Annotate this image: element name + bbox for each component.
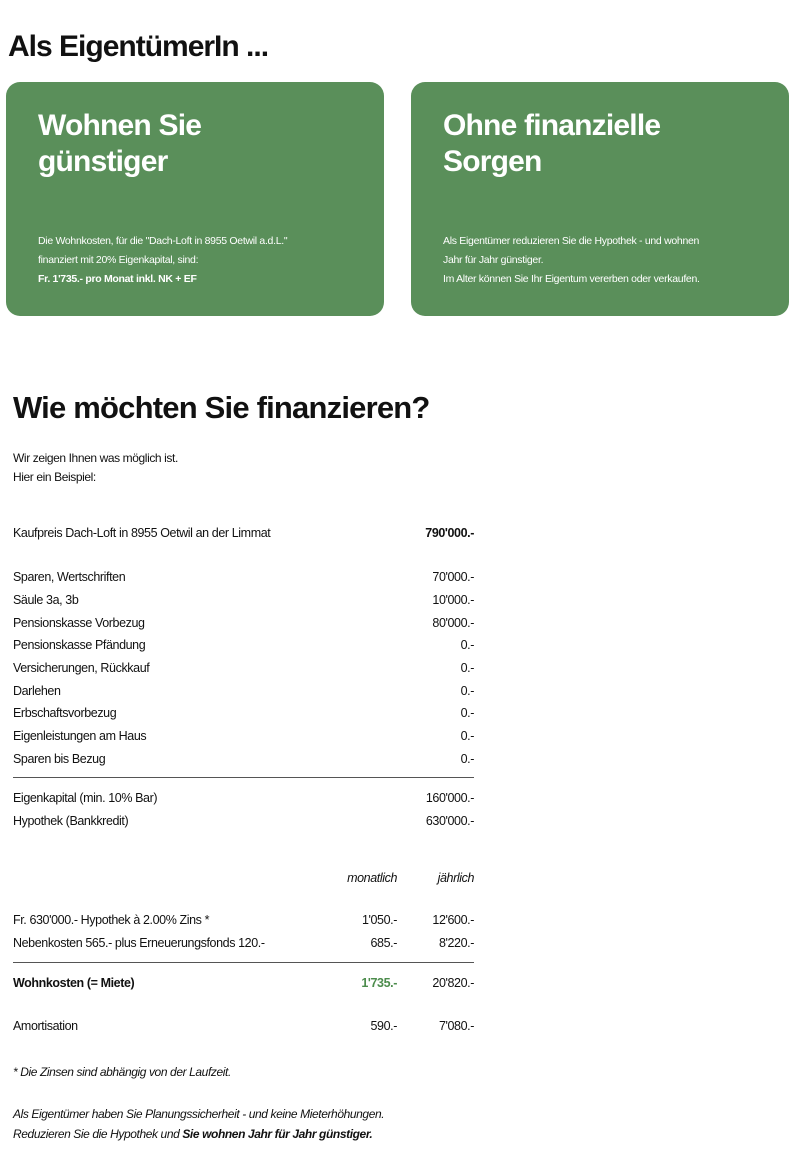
card-title [443,108,660,180]
finance-intro [13,449,178,487]
divider [13,962,474,963]
row-value: 0.- [460,661,474,675]
closing-line [13,1124,384,1144]
card-text-line: Die Wohnkosten, für die "Dach-Loft in 8955 Oetwil a.d.L." [38,235,288,247]
row-label: Kaufpreis Dach-Loft in 8955 Oetwil an der Limmat [13,526,271,540]
capital-row [13,752,474,772]
cost-row [13,936,474,956]
row-value: 0.- [460,684,474,698]
row-label: Versicherungen, Rückkauf [13,661,150,675]
purchase-price-row [13,526,474,546]
divider [13,777,474,778]
card-text-highlight: Fr. 1'735.- pro Monat inkl. NK + EF [38,273,197,285]
row-monthly-value: 590.- [370,1019,397,1033]
capital-row [13,729,474,749]
equity-row [13,791,474,811]
intro-line: Hier ein Beispiel: [13,470,96,484]
row-value: 0.- [460,706,474,720]
row-label: Erbschaftsvorbezug [13,706,117,720]
row-label: Wohnkosten (= Miete) [13,976,135,990]
row-value: 790'000.- [425,526,474,540]
row-label: Sparen, Wertschriften [13,570,126,584]
row-yearly-value: 7'080.- [438,1019,474,1033]
row-yearly-value: 20'820.- [432,976,474,990]
card-title [38,108,201,180]
row-label: Sparen bis Bezug [13,752,106,766]
card-text [38,232,287,289]
row-value: 0.- [460,638,474,652]
row-value: 10'000.- [432,593,474,607]
row-value: 80'000.- [432,616,474,630]
row-label: Fr. 630'000.- Hypothek à 2.00% Zins * [13,913,210,927]
card-text-line: Im Alter können Sie Ihr Eigentum vererben oder verkaufen. [443,273,700,285]
row-monthly-value: 1'050.- [361,913,397,927]
amortisation-row [13,1019,474,1039]
card-cheaper-living [6,82,384,316]
row-label: Eigenkapital (min. 10% Bar) [13,791,158,805]
row-value: 0.- [460,752,474,766]
row-value: 0.- [460,729,474,743]
card-title-line: günstiger [38,145,168,178]
intro-line: Wir zeigen Ihnen was möglich ist. [13,451,178,465]
capital-row [13,638,474,658]
row-label: Amortisation [13,1019,78,1033]
card-text-line: Jahr für Jahr günstiger. [443,254,544,266]
finance-heading: Wie möchten Sie finanzieren? [13,390,430,425]
capital-row [13,570,474,590]
row-label: Pensionskasse Vorbezug [13,616,145,630]
card-no-financial-worries [411,82,789,316]
row-yearly-value: 12'600.- [432,913,474,927]
mortgage-row [13,814,474,834]
capital-row [13,593,474,613]
row-yearly-value: 8'220.- [438,936,474,950]
row-label: Eigenleistungen am Haus [13,729,147,743]
closing-text-prefix: Reduzieren Sie die Hypothek und [13,1127,183,1141]
row-label: Hypothek (Bankkredit) [13,814,129,828]
card-text [443,232,700,289]
capital-row [13,616,474,636]
row-value: 630'000.- [425,814,474,828]
row-label: Pensionskasse Pfändung [13,638,146,652]
closing-text-highlight: Sie wohnen Jahr für Jahr günstiger. [182,1127,373,1141]
card-title-line: Wohnen Sie [38,109,202,142]
card-text-line: Als Eigentümer reduzieren Sie die Hypothek - und wohnen [443,235,700,247]
capital-row [13,661,474,681]
row-label: Säule 3a, 3b [13,593,79,607]
row-label: Nebenkosten 565.- plus Erneuerungsfonds 120.- [13,936,265,950]
row-value: 70'000.- [432,570,474,584]
page-heading: Als EigentümerIn ... [8,30,269,63]
capital-row [13,706,474,726]
card-text-line: finanziert mit 20% Eigenkapital, sind: [38,254,199,266]
capital-row [13,684,474,704]
closing-text [13,1104,384,1144]
closing-line: Als Eigentümer haben Sie Planungssicherheit - und keine Mieterhöhungen. [13,1107,385,1121]
row-value: 160'000.- [425,791,474,805]
total-row [13,976,474,996]
row-monthly-value: 1'735.- [361,976,397,990]
row-monthly-value: 685.- [370,936,397,950]
column-header-monthly: monatlich [347,871,397,885]
card-title-line: Ohne finanzielle [443,109,661,142]
card-title-line: Sorgen [443,145,542,178]
column-header-yearly: jährlich [437,871,474,885]
row-label: Darlehen [13,684,61,698]
interest-footnote: * Die Zinsen sind abhängig von der Laufzeit. [13,1065,231,1079]
cost-row [13,913,474,933]
